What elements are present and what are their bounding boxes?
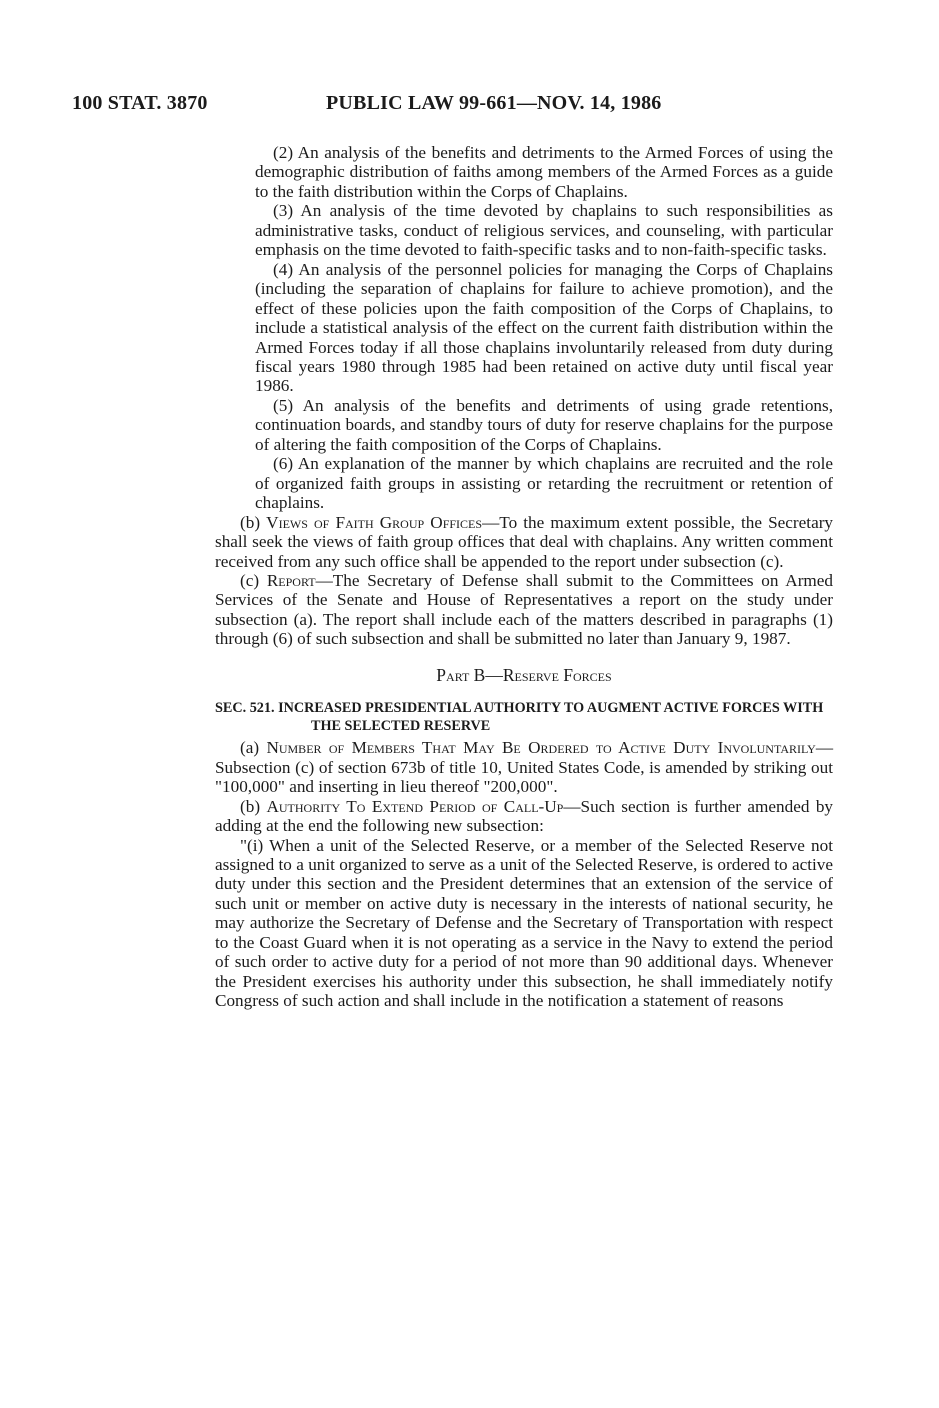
section-521-a-label: (a) (240, 738, 260, 758)
paragraph-2: (2) An analysis of the benefits and detriments to the Armed Forces of using the demographic distribution of faiths among members of the Armed Forces as a guide to the faith distribution within the Corps of Chaplains. (255, 143, 833, 201)
running-head: PUBLIC LAW 99-661—NOV. 14, 1986 (326, 92, 662, 114)
statute-citation: 100 STAT. 3870 (72, 92, 208, 114)
section-heading: SEC. 521. INCREASED PRESIDENTIAL AUTHORITY TO AUGMENT ACTIVE FORCES WITH THE SELECTED RESERVE (215, 700, 824, 735)
subsection-b (215, 513, 833, 571)
paragraph-4: (4) An analysis of the personnel policies for managing the Corps of Chaplains (including the separation of chaplains for failure to achieve promotion), and the effect of these policies upon the faith composition of the Corps of Chaplains, to include a statistical analysis of the effect on the current faith distribution within the Armed Forces today if all those chaplains involuntarily released from duty during fiscal years 1980 through 1985 had been retained on active duty until fiscal year 1986. (255, 259, 833, 396)
subsection-b-label: (b) (240, 512, 261, 532)
section-521-a-text: —Subsection (c) of section 673b of title 10, United States Code, is amended by striking out "100,000" and inserting in lieu thereof "200,000". (215, 738, 833, 797)
paragraph-6: (6) An explanation of the manner by which chaplains are recruited and the role of organized faith groups in assisting or retarding the recruitment or retention of chaplains. (255, 454, 833, 513)
paragraph-5: (5) An analysis of the benefits and detriments of using grade retentions, continuation boards, and standby tours of duty for reserve chaplains for the purpose of altering the faith composition of the Corps of Chaplains. (255, 395, 833, 454)
section-521-b-text: —Such section is further amended by adding at the end the following new subsection: (215, 796, 834, 836)
quoted-subsection-i: "(i) When a unit of the Selected Reserve, or a member of the Selected Reserve not assigned to a unit organized to serve as a unit of the Selected Reserve, is ordered to active duty under this section and the President determines that an extension of the service of such unit or member on active duty is necessary in the interests of national security, he may authorize the Secretary of Defense and the Secretary of Transportation with respect to the Coast Guard when it is not operating as a service in the Navy to extend the period of such order to active duty for a period of not more than 90 additional days. Whenever the President exercises his authority under this subsection, he shall immediately notify Congress of such action and shall include in the notification a statement of reasons (215, 835, 833, 1011)
section-521-b (215, 797, 833, 836)
subsection-c-text: —The Secretary of Defense shall submit to the Committees on Armed Services of the Senate and House of Representatives a report on the study under subsection (a). The report shall include each of the matters described in paragraphs (1) through (6) of such subsection and shall be submitted no later than January 9, 1987. (215, 570, 834, 649)
subsection-b-text: —To the maximum extent possible, the Secretary shall seek the views of faith group offices that deal with chaplains. Any written comment received from any such office shall be appended to the report under subsection (c). (215, 512, 834, 571)
section-521-b-heading: Authority To Extend Period of Call-Up (266, 796, 564, 816)
section-521-b-label: (b) (240, 796, 261, 816)
body-text (215, 143, 833, 1011)
section-521-a-heading: Number of Members That May Be Ordered to Active Duty Involuntarily (266, 738, 816, 758)
paragraph-3: (3) An analysis of the time devoted by chaplains to such responsibilities as administrative tasks, conduct of religious services, and counseling, with particular emphasis on the time devoted to faith-specific tasks and to non-faith-specific tasks. (255, 201, 833, 260)
subsection-c-heading: Report (266, 570, 316, 590)
subsection-c-label: (c) (240, 570, 260, 590)
section-521-a (215, 738, 833, 796)
subsection-b-heading: Views of Faith Group Offices (266, 512, 483, 532)
part-heading: Part B—Reserve Forces (436, 664, 612, 685)
subsection-c (215, 571, 833, 649)
